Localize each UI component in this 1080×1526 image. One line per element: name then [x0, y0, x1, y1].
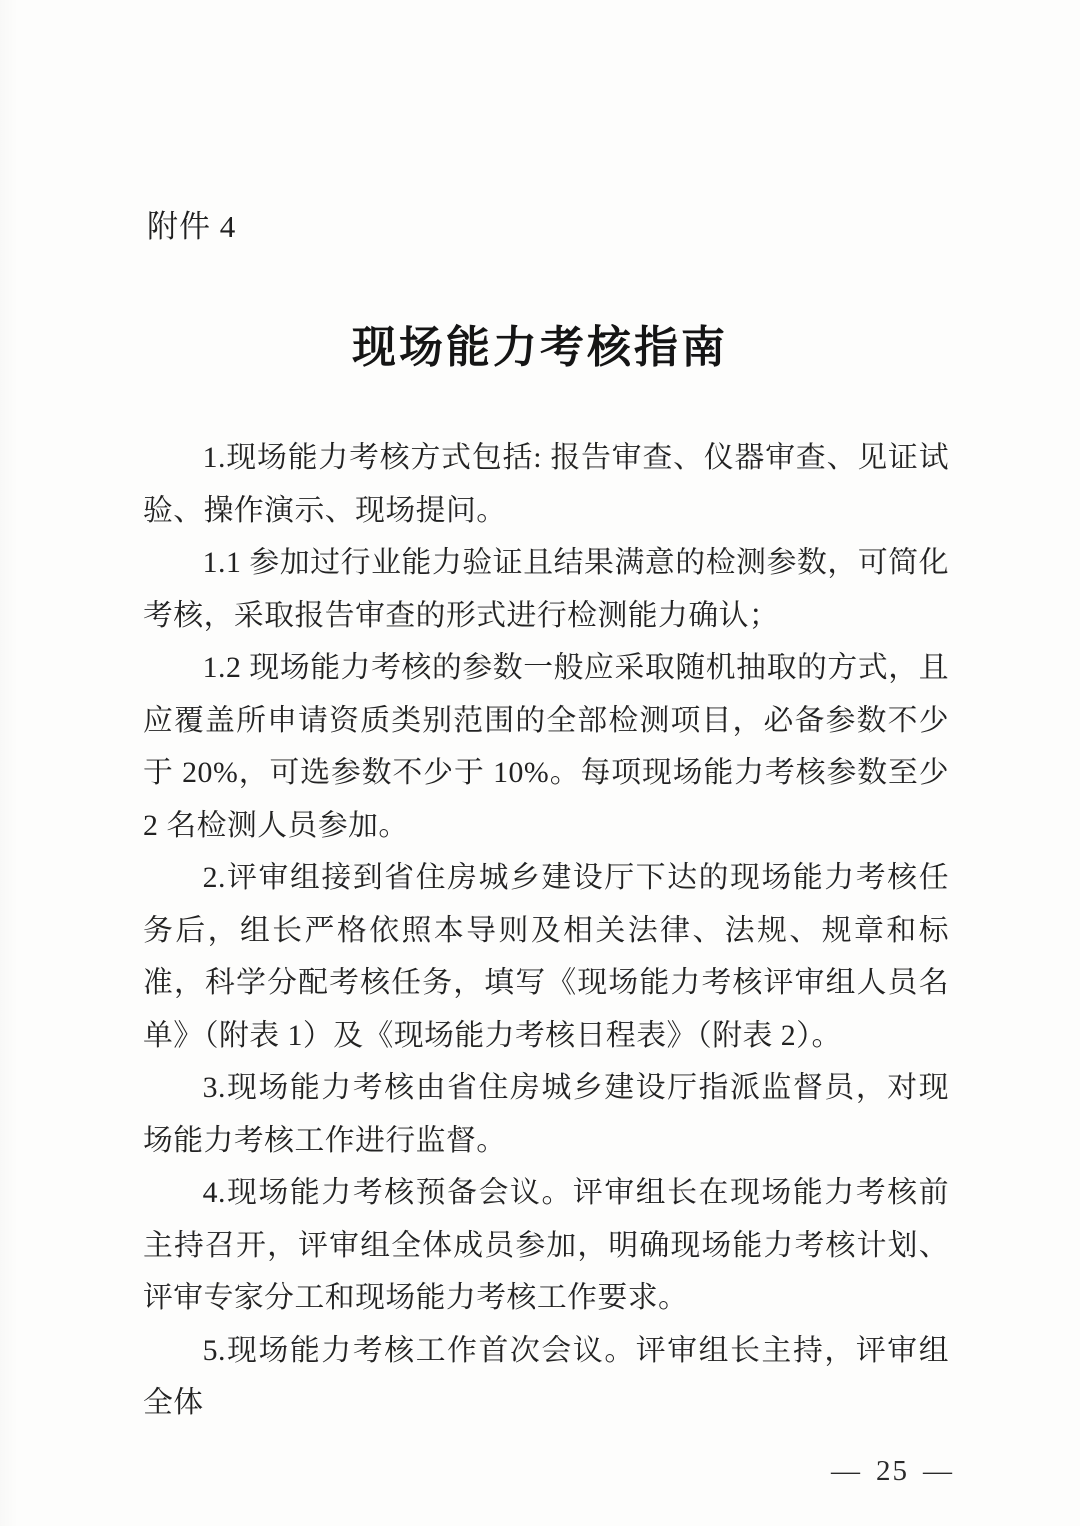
page-number [817, 1455, 968, 1488]
attachment-label: 附件 4 [147, 209, 237, 244]
paragraph-1-1: 1.1 参加过行业能力验证且结果满意的检测参数，可简化考核，采取报告审查的形式进行检测能力确认； [143, 546, 949, 632]
page-number-right-dash: — [923, 1455, 954, 1487]
paragraph-5: 5.现场能力考核工作首次会议。评审组长主持，评审组全体 [143, 1333, 949, 1419]
paragraph-3: 3.现场能力考核由省住房城乡建设厅指派监督员，对现场能力考核工作进行监督。 [143, 1071, 949, 1157]
paragraph-4: 4.现场能力考核预备会议。评审组长在现场能力考核前主持召开，评审组全体成员参加，明确现场能力考核计划、评审专家分工和现场能力考核工作要求。 [143, 1176, 949, 1314]
paragraph-1: 1.现场能力考核方式包括: 报告审查、仪器审查、见证试验、操作演示、现场提问。 [143, 441, 949, 527]
paragraph-2: 2.评审组接到省住房城乡建设厅下达的现场能力考核任务后，组长严格依照本导则及相关法律、法规、规章和标准，科学分配考核任务，填写《现场能力考核评审组人员名单》（附表 1）及《现场能力考核日程表》（附表 2）。 [143, 861, 949, 1052]
paragraph-1-2: 1.2 现场能力考核的参数一般应采取随机抽取的方式，且应覆盖所申请资质类别范围的全部检测项目，必备参数不少于 20%，可选参数不少于 10%。每项现场能力考核参数至少 2 名检测人员参加。 [143, 651, 949, 842]
document-title: 现场能力考核指南 [352, 323, 728, 372]
page-number-value: 25 [876, 1455, 909, 1487]
page-number-left-dash: — [831, 1455, 862, 1487]
document-body [143, 432, 949, 1430]
